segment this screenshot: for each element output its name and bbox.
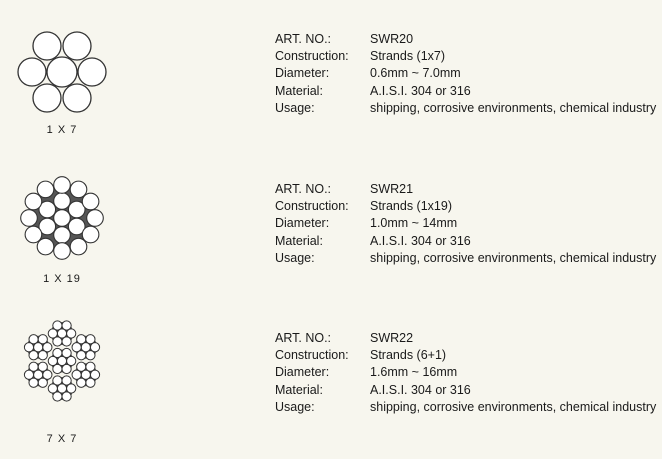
spec-value: SWR20 <box>370 32 414 46</box>
caption-1x7: 1 X 7 <box>46 124 78 136</box>
wire <box>87 210 104 227</box>
spec-row-usage <box>275 399 656 416</box>
spec-row-diameter <box>275 65 656 82</box>
spec-row-art-no <box>275 31 656 48</box>
spec-label: Diameter: <box>275 66 330 81</box>
spec-label: Material: <box>275 83 323 98</box>
spec-value: 0.6mm ~ 7.0mm <box>370 66 461 81</box>
wire <box>54 243 71 260</box>
wire <box>86 335 95 344</box>
spec-value: shipping, corrosive environments, chemical industry <box>370 250 657 265</box>
spec-table-swr21 <box>275 181 656 267</box>
strand-1x19-svg <box>14 170 110 266</box>
spec-value: A.I.S.I. 304 or 316 <box>370 83 471 98</box>
wire-center <box>47 57 77 87</box>
spec-value: 1.6mm ~ 16mm <box>370 365 458 380</box>
wire <box>78 58 106 86</box>
spec-row-diameter <box>275 364 656 381</box>
spec-label: Usage: <box>275 250 315 265</box>
spec-value: 1.0mm ~ 14mm <box>370 216 458 231</box>
wire <box>82 193 99 210</box>
spec-label: Usage: <box>275 100 315 115</box>
strand-1x7-svg <box>14 24 110 120</box>
spec-value: shipping, corrosive environments, chemical industry <box>370 100 657 115</box>
wire <box>54 193 71 210</box>
spec-value: Strands (1x19) <box>370 199 452 214</box>
spec-row-usage <box>275 250 656 267</box>
spec-row-construction <box>275 347 656 364</box>
wire <box>33 84 61 112</box>
wire <box>21 210 38 227</box>
spec-row-construction <box>275 198 656 215</box>
wire <box>70 181 87 198</box>
wire <box>62 337 71 346</box>
wire <box>38 378 47 387</box>
spec-row-construction <box>275 48 656 65</box>
caption-7x7: 7 X 7 <box>46 433 78 445</box>
wire <box>62 376 71 385</box>
wire <box>86 351 95 360</box>
strand-1x19-diagram <box>14 170 110 266</box>
wire <box>29 335 38 344</box>
spec-label: Construction: <box>275 199 349 214</box>
wire-center <box>54 210 71 227</box>
spec-label: ART. NO.: <box>275 182 332 196</box>
spec-label: Material: <box>275 233 323 248</box>
wire <box>86 378 95 387</box>
spec-label: ART. NO.: <box>275 331 332 345</box>
strand-7x7-diagram <box>14 311 110 407</box>
wire <box>29 362 38 371</box>
spec-row-usage <box>275 100 656 117</box>
wire <box>53 321 62 330</box>
spec-label: Diameter: <box>275 216 330 231</box>
wire <box>38 351 47 360</box>
wire <box>63 84 91 112</box>
spec-value: SWR22 <box>370 331 414 345</box>
spec-value: Strands (6+1) <box>370 348 447 363</box>
wire <box>53 376 62 385</box>
spec-row-art-no <box>275 330 656 347</box>
caption-1x19: 1 X 19 <box>43 273 81 285</box>
wire <box>25 226 42 243</box>
wire <box>86 362 95 371</box>
spec-table-swr22 <box>275 330 656 416</box>
wire <box>82 226 99 243</box>
wire <box>54 227 71 244</box>
wire <box>18 58 46 86</box>
strand-7x7-svg <box>14 311 110 411</box>
spec-row-diameter <box>275 215 656 232</box>
wire <box>62 348 71 357</box>
wire <box>77 335 86 344</box>
spec-table-swr20 <box>275 31 656 117</box>
wire <box>70 238 87 255</box>
spec-label: ART. NO.: <box>275 32 332 46</box>
wire <box>37 238 54 255</box>
spec-value: shipping, corrosive environments, chemical industry <box>370 399 657 414</box>
wire <box>77 362 86 371</box>
spec-label: Material: <box>275 382 323 397</box>
spec-label: Construction: <box>275 49 349 64</box>
wire <box>62 392 71 401</box>
wire <box>33 32 61 60</box>
spec-label: Diameter: <box>275 365 330 380</box>
wire <box>54 177 71 194</box>
strand-1x7-diagram <box>14 24 110 120</box>
wire <box>37 181 54 198</box>
spec-value: Strands (1x7) <box>370 49 446 64</box>
wire <box>53 348 62 357</box>
spec-row-material <box>275 83 656 100</box>
wire <box>63 32 91 60</box>
wire <box>62 321 71 330</box>
wire <box>62 364 71 373</box>
wire <box>38 335 47 344</box>
spec-value: A.I.S.I. 304 or 316 <box>370 233 471 248</box>
spec-label: Usage: <box>275 399 315 414</box>
spec-row-art-no <box>275 181 656 198</box>
spec-row-material <box>275 382 656 399</box>
spec-value: SWR21 <box>370 182 414 196</box>
wire <box>38 362 47 371</box>
spec-value: A.I.S.I. 304 or 316 <box>370 382 471 397</box>
spec-row-material <box>275 233 656 250</box>
wire <box>25 193 42 210</box>
spec-label: Construction: <box>275 348 349 363</box>
